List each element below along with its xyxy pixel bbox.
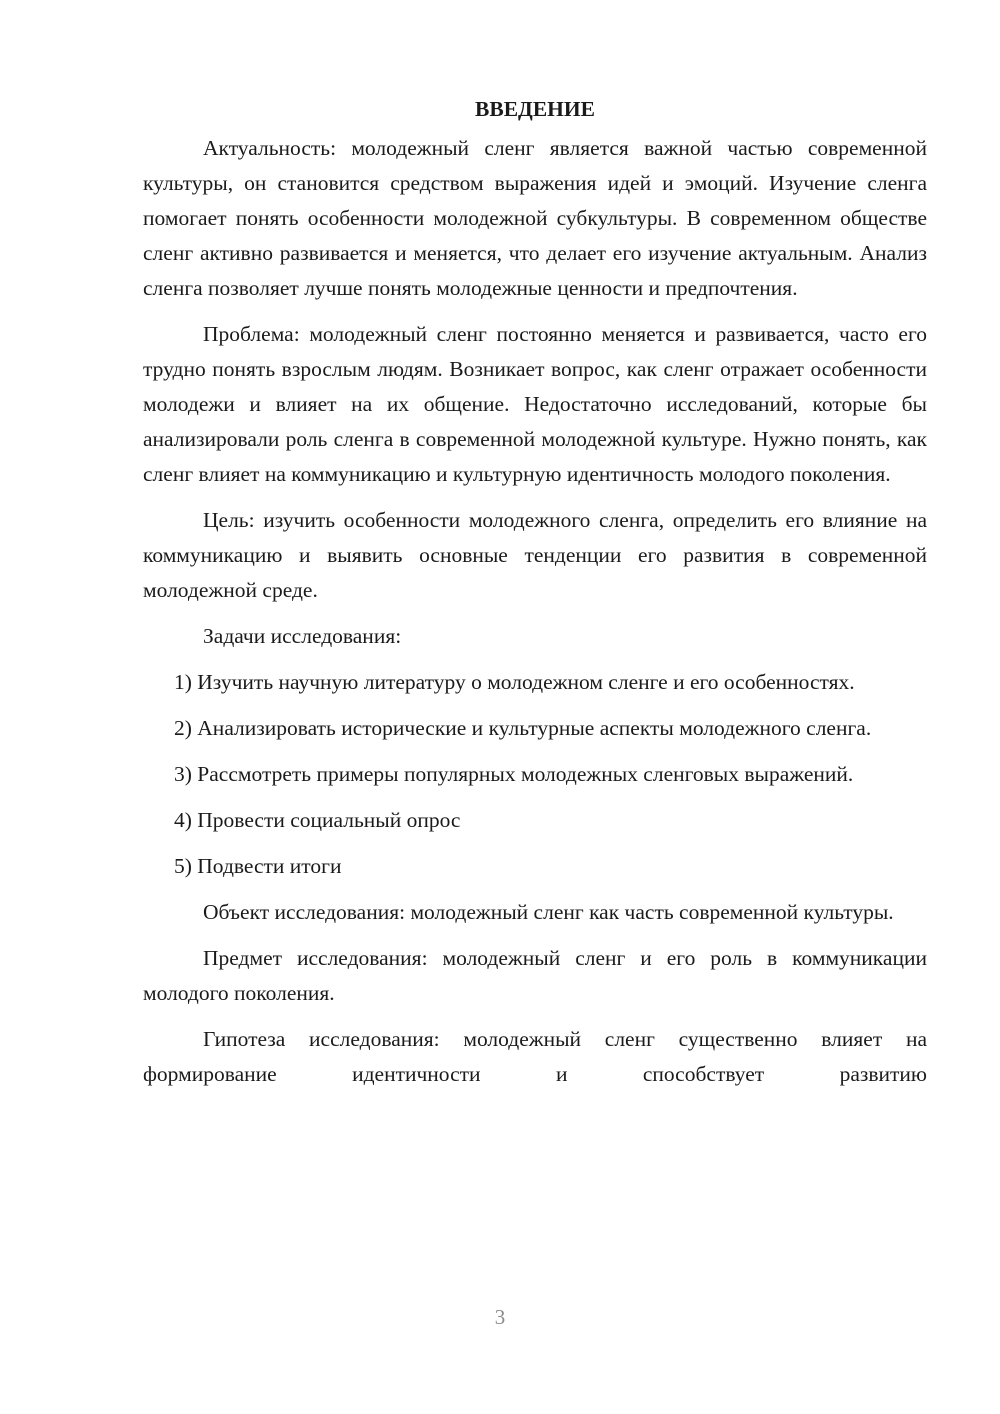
paragraph-goal: Цель: изучить особенности молодежного сленга, определить его влияние на коммуникацию и выявить основные тенденции его развития в современной молодежной среде. <box>143 508 927 602</box>
paragraph-subject: Предмет исследования: молодежный сленг и его роль в коммуникации молодого поколения. <box>143 946 927 1005</box>
paragraph-problem: Проблема: молодежный сленг постоянно меняется и развивается, часто его трудно понять взрослым людям. Возникает вопрос, как сленг отражает особенности молодежи и влияет на их общение. Недостаточно исследований, которые бы анализировали роль сленга в современной молодежной культуре. Нужно понять, как сленг влияет на коммуникацию и культурную идентичность молодого поколения. <box>143 322 927 486</box>
tasks-heading: Задачи исследования: <box>203 624 402 648</box>
task-item-3: 3) Рассмотреть примеры популярных молодежных сленговых выражений. <box>174 762 854 786</box>
task-item-2: 2) Анализировать исторические и культурные аспекты молодежного сленга. <box>174 716 872 740</box>
document-page <box>143 92 927 1092</box>
paragraph-object: Объект исследования: молодежный сленг как часть современной культуры. <box>203 900 894 924</box>
task-item-5: 5) Подвести итоги <box>174 854 342 878</box>
page-number: 3 <box>494 1305 506 1329</box>
paragraph-relevance: Актуальность: молодежный сленг является важной частью современной культуры, он становится средством выражения идей и эмоций. Изучение сленга помогает понять особенности молодежной субкультуры. В современном обществе сленг активно развивается и меняется, что делает его изучение актуальным. Анализ сленга позволяет лучше понять молодежные ценности и предпочтения. <box>143 136 927 300</box>
task-item-4: 4) Провести социальный опрос <box>174 808 461 832</box>
task-item-1: 1) Изучить научную литературу о молодежном сленге и его особенностях. <box>174 670 855 694</box>
paragraph-hypothesis: Гипотеза исследования: молодежный сленг существенно влияет на формирование идентичности и способствует развитию <box>143 1027 927 1086</box>
section-title: ВВЕДЕНИЕ <box>475 97 595 121</box>
